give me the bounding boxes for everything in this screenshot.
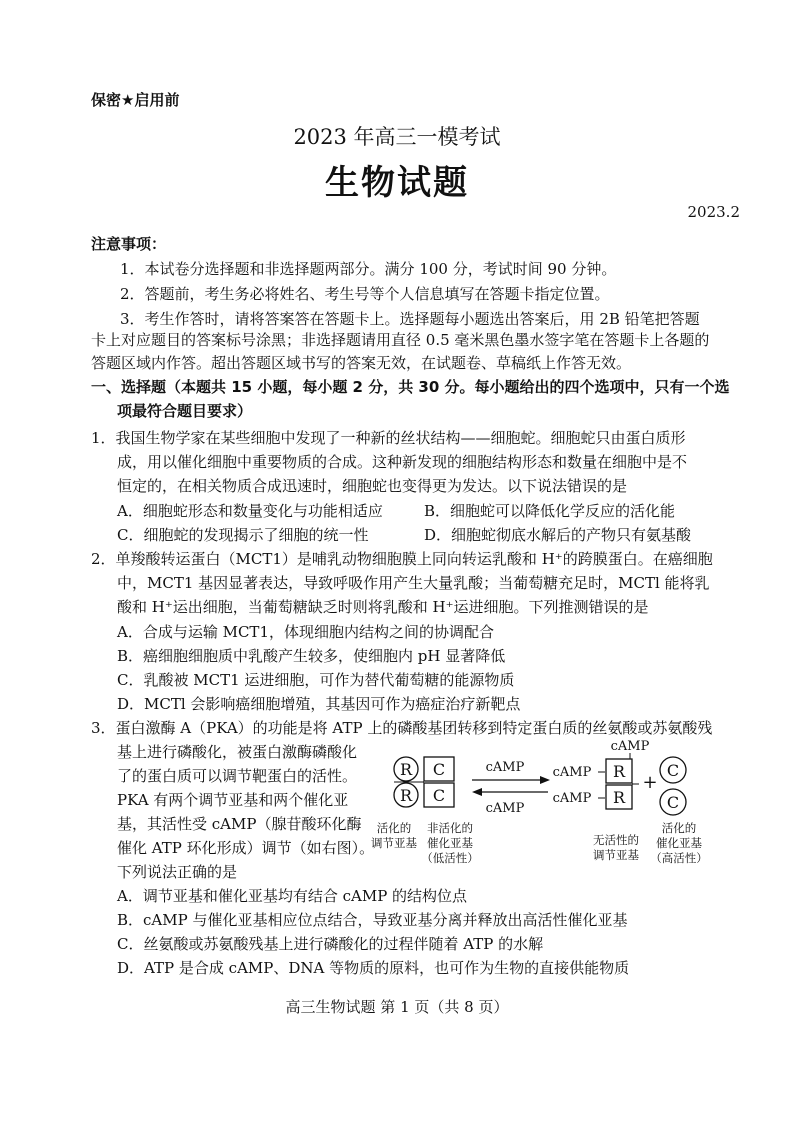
q1-line-2: 成，用以催化细胞中重要物质的合成。这种新发现的细胞结构形态和数量在细胞中是不 xyxy=(117,453,688,471)
q2-line-2: 中，MCT1 基因显著表达，导致呼吸作用产生大量乳酸；当葡萄糖充足时，MCTl 能将乳 xyxy=(117,574,710,592)
camp-label-bottom: cAMP xyxy=(485,801,525,816)
q2-option-c: C．乳酸被 MCT1 运进细胞，可作为替代葡萄糖的能源物质 xyxy=(117,671,515,689)
free-reg-subunit-r1: R xyxy=(612,762,626,781)
reg-subunit-r1: R xyxy=(399,760,413,779)
free-cat-subunit-c2: C xyxy=(666,793,680,812)
q1-line-1: 1．我国生物学家在某些细胞中发现了一种新的丝状结构——细胞蛇。细胞蛇只由蛋白质形 xyxy=(91,429,686,447)
cat-subunit-c2: C xyxy=(432,786,446,805)
exam-date: 2023.2 xyxy=(687,203,740,221)
caption-inactive-reg-1: 无活性的 xyxy=(593,833,639,847)
notice-heading: 注意事项： xyxy=(91,235,167,253)
q1-option-b: B．细胞蛇可以降低化学反应的活化能 xyxy=(424,502,676,520)
q1-option-d: D．细胞蛇彻底水解后的产物只有氨基酸 xyxy=(424,526,692,544)
caption-inactive-cat-1: 非活化的 xyxy=(427,821,473,835)
q3-option-a: A．调节亚基和催化亚基均有结合 cAMP 的结构位点 xyxy=(117,887,468,905)
q1-option-c: C．细胞蛇的发现揭示了细胞的统一性 xyxy=(117,526,369,544)
q3-option-b: B．cAMP 与催化亚基相应位点结合，导致亚基分离并释放出高活性催化亚基 xyxy=(117,911,628,929)
caption-inactive-reg-2: 调节亚基 xyxy=(593,848,639,862)
camp-label-r2: cAMP xyxy=(552,791,592,806)
caption-active-reg-2: 调节亚基 xyxy=(371,836,417,850)
q3-side-line-3: PKA 有两个调节亚基和两个催化亚 xyxy=(117,791,349,809)
q2-line-3: 酸和 H⁺运出细胞，当葡萄糖缺乏时则将乳酸和 H⁺运进细胞。下列推测错误的是 xyxy=(117,598,649,616)
notice-line-2: 2．答题前，考生务必将姓名、考生号等个人信息填写在答题卡指定位置。 xyxy=(120,285,610,303)
camp-label-top: cAMP xyxy=(485,760,525,775)
q3-side-line-1: 基上进行磷酸化，被蛋白激酶磷酸化 xyxy=(117,743,358,761)
plus-sign: + xyxy=(642,772,658,793)
q3-line-1: 3．蛋白激酶 A（PKA）的功能是将 ATP 上的磷酸基团转移到特定蛋白质的丝氨酸或苏氨酸残 xyxy=(91,719,713,737)
confidential-label: 保密★启用前 xyxy=(91,91,180,109)
caption-inactive-cat-2: 催化亚基 xyxy=(427,836,473,850)
q2-option-d: D．MCTl 会影响癌细胞增殖，其基因可作为癌症治疗新靶点 xyxy=(117,695,521,713)
notice-line-4: 卡上对应题目的答案标号涂黑；非选择题请用直径 0.5 毫米黑色墨水签字笔在答题卡上各题的 xyxy=(91,331,710,349)
q2-option-a: A．合成与运输 MCT1，体现细胞内结构之间的协调配合 xyxy=(117,623,494,641)
camp-label-r1: cAMP xyxy=(552,765,592,780)
q2-option-b: B．癌细胞细胞质中乳酸产生较多，使细胞内 pH 显著降低 xyxy=(117,647,506,665)
q3-side-line-2: 了的蛋白质可以调节靶蛋白的活性。 xyxy=(117,767,358,785)
q1-option-a: A．细胞蛇形态和数量变化与功能相适应 xyxy=(117,502,383,520)
subject-title: 生物试题 xyxy=(325,163,469,203)
caption-active-cat-3: （高活性） xyxy=(650,851,708,865)
reg-subunit-r2: R xyxy=(399,786,413,805)
q3-option-c: C．丝氨酸或苏氨酸残基上进行磷酸化的过程伴随着 ATP 的水解 xyxy=(117,935,544,953)
notice-line-5: 答题区域内作答。超出答题区域书写的答案无效，在试题卷、草稿纸上作答无效。 xyxy=(91,354,632,372)
section-heading-line-2: 项最符合题目要求） xyxy=(117,402,253,420)
cat-subunit-c1: C xyxy=(432,760,446,779)
free-reg-subunit-r2: R xyxy=(612,788,626,807)
exam-title: 2023 年高三一模考试 xyxy=(293,125,501,149)
q3-side-line-6: 下列说法正确的是 xyxy=(117,863,238,881)
notice-line-1: 1．本试卷分选择题和非选择题两部分。满分 100 分，考试时间 90 分钟。 xyxy=(120,260,617,278)
caption-inactive-cat-3: （低活性） xyxy=(421,851,479,865)
notice-line-3: 3．考生作答时，请将答案答在答题卡上。选择题每小题选出答案后，用 2B 铅笔把答题 xyxy=(120,310,700,328)
section-heading-line-1: 一、选择题（本题共 15 小题，每小题 2 分，共 30 分。每小题给出的四个选项中，只有一个选 xyxy=(91,378,730,396)
caption-active-cat-1: 活化的 xyxy=(661,821,697,835)
q3-option-d: D．ATP 是合成 cAMP、DNA 等物质的原料，也可作为生物的直接供能物质 xyxy=(117,959,630,977)
inactive-pka-complex xyxy=(394,757,454,807)
page-footer: 高三生物试题 第 1 页（共 8 页） xyxy=(285,998,509,1016)
camp-label-r-top: cAMP xyxy=(610,739,650,754)
q2-line-1: 2．单羧酸转运蛋白（MCT1）是哺乳动物细胞膜上同向转运乳酸和 H⁺的跨膜蛋白。在癌细胞 xyxy=(91,550,713,568)
q3-side-line-4: 基，其活性受 cAMP（腺苷酸环化酶 xyxy=(117,815,362,833)
q3-side-line-5: 催化 ATP 环化形成）调节（如右图）。 xyxy=(117,839,375,857)
q1-line-3: 恒定的，在相关物质合成迅速时，细胞蛇也变得更为发达。以下说法错误的是 xyxy=(117,477,628,495)
caption-active-cat-2: 催化亚基 xyxy=(656,836,702,850)
caption-active-reg-1: 活化的 xyxy=(376,821,412,835)
pka-diagram xyxy=(360,736,720,871)
free-cat-subunit-c1: C xyxy=(666,761,680,780)
